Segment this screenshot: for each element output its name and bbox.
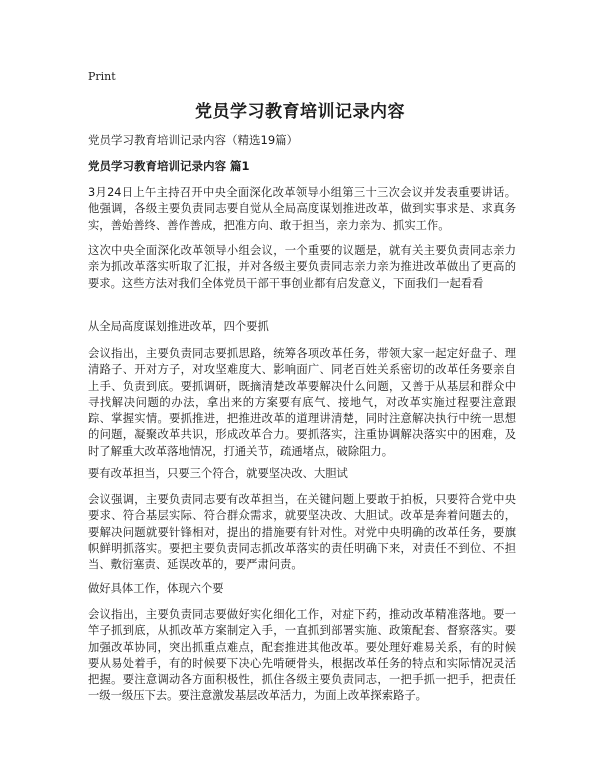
paragraph-1: 3月24日上午主持召开中央全面深化改革领导小组第三十三次会议并发表重要讲话。他强调，各级主要负责同志要自觉从全局高度谋划推进改革，做到实事求是、求真务实，善始善终、善作善成，把准方向、敢于担当，亲力亲为、抓实工作。 [88,186,516,232]
document-subtitle: 党员学习教育培训记录内容（精选19篇） [88,133,299,147]
paragraph-2: 这次中央全面深化改革领导小组会议，一个重要的议题是，就有关主要负责同志亲力亲为抓改革落实听取了汇报，并对各级主要负责同志亲力亲为推进改革做出了更高的要求。这些方法对我们全体党员干部干事创业都有启发意义，下面我们一起看看 [88,244,516,290]
subheading-2: 要有改革担当，只要三个符合，就要坚决改、大胆试 [88,467,348,480]
document-title: 党员学习教育培训记录内容 [195,102,405,122]
section-heading: 党员学习教育培训记录内容 篇1 [88,159,250,173]
paragraph-4: 会议强调，主要负责同志要有改革担当，在关键问题上要敢于拍板，只要符合党中央要求、符合基层实际、符合群众需求，就要坚决改、大胆试。改革是奔着问题去的，要解决问题就要针锋相对，提出的措施要有针对性。对党中央明确的改革任务，要旗帜鲜明抓落实。要把主要负责同志抓改革落实的责任明确下来，对责任不到位、不担当、敷衍塞责、延误改革的，要严肃问责。 [88,493,516,572]
subheading-1: 从全局高度谋划推进改革，四个要抓 [88,320,269,333]
print-link[interactable]: Print [88,70,116,83]
paragraph-5: 会议指出，主要负责同志要做好实化细化工作，对症下药，推动改革精准落地。要一竿子抓到底，从抓改革方案制定入手，一直抓到部署实施、政策配套、督察落实。要加强改革协同，突出抓重点难点，配套推进其他改革。要处理好难易关系，有的时候要从易处着手，有的时候要下决心先啃硬骨头，根据改革任务的特点和实际情况灵活把握。要注意调动各方面积极性，抓住各级主要负责同志，一把手抓一把手，把责任一级一级压下去。要注意激发基层改革活力，为面上改革探索路子。 [88,608,516,703]
subheading-3: 做好具体工作，体现六个要 [88,582,224,595]
paragraph-3: 会议指出，主要负责同志要抓思路，统筹各项改革任务，带领大家一起定好盘子、理清路子、开对方子，对攻坚难度大、影响面广、同老百姓关系密切的改革任务要亲自上手、负责到底。要抓调研，既摘清楚改革要解决什么问题，又善于从基层和群众中寻找解决问题的办法，拿出来的方案要有底气、接地气，对改革实施过程要注意跟踪、掌握实情。要抓推进，把推进改革的道理讲清楚，同时注意解决执行中统一思想的问题，凝聚改革共识，形成改革合力。要抓落实，注重协调解决落实中的困难，及时了解重大改革落地情况，打通关节，疏通堵点，破除阻力。 [88,347,516,458]
